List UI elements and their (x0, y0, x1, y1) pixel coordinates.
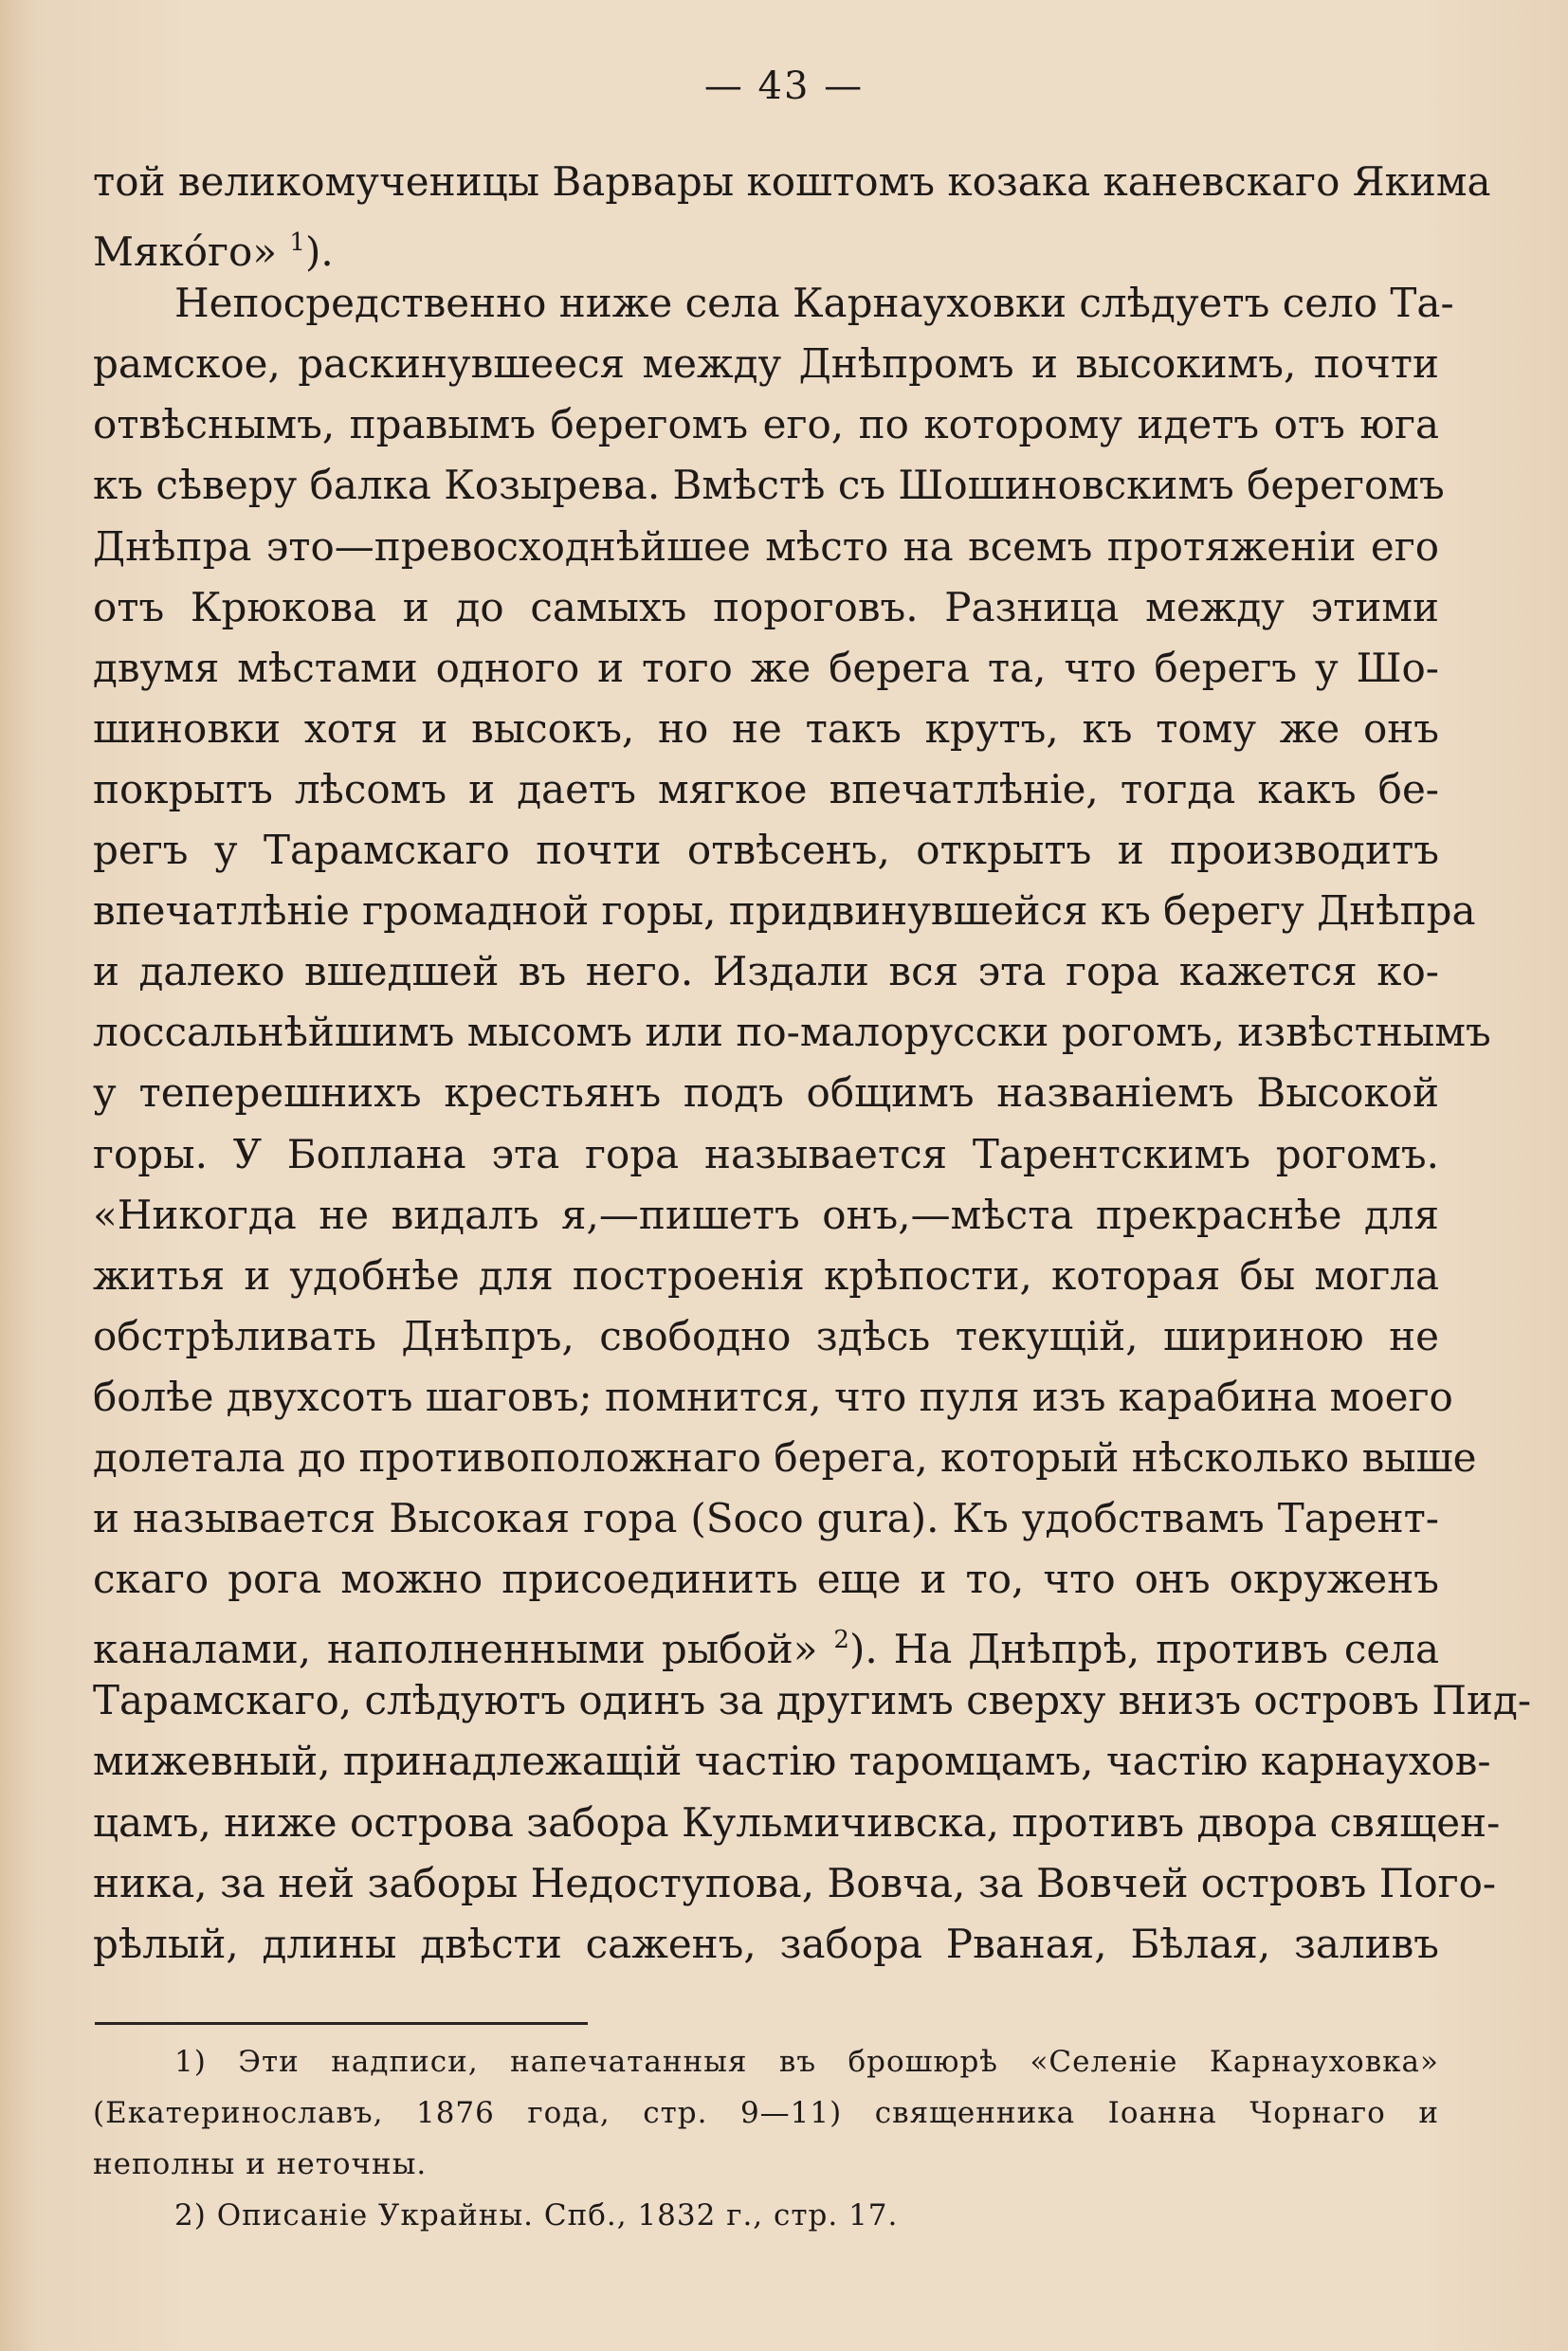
text-line: обстрѣливать Днѣпръ, свободно здѣсь текущій, шириною не (93, 1312, 1439, 1359)
text-line: долетала до противоположнаго берега, который нѣсколько выше (93, 1433, 1477, 1481)
text-line: и далеко вшедшей въ него. Издали вся эта гора кажется ко- (93, 948, 1439, 995)
text-line: ника, за ней заборы Недоступова, Вовча, за Вовчей островъ Пого- (93, 1859, 1497, 1906)
text-line: лоссальнѣйшимъ мысомъ или по-малорусски рогомъ, извѣстнымъ (93, 1009, 1491, 1056)
text-line: покрытъ лѣсомъ и даетъ мягкое впечатлѣніе, тогда какъ бе- (93, 765, 1439, 812)
text-line: Днѣпра это—превосходнѣйшее мѣсто на всемъ протяженіи его (93, 522, 1439, 570)
footnote-ref-paren: ) (304, 228, 321, 276)
text-line: мижевный, принадлежащій частію таромцамъ, частію карнаухов- (93, 1738, 1491, 1785)
text-line: скаго рога можно присоединить еще и то, что онъ окруженъ (93, 1556, 1439, 1603)
footnote-ref-paren: ) (848, 1626, 866, 1673)
text-line (93, 1610, 1439, 1673)
body-text (93, 152, 1532, 1975)
text-line: болѣе двухсотъ шаговъ; помнится, что пуля изъ карабина моего (93, 1373, 1453, 1420)
text-line: шиновки хотя и высокъ, но не такъ крутъ, къ тому же онъ (93, 704, 1439, 752)
page-number: — 43 — (703, 64, 865, 108)
text-line: «Никогда не видалъ я,—пишетъ онъ,—мѣста прекраснѣе для (93, 1191, 1439, 1238)
footnote-divider (95, 2022, 588, 2025)
text-line: отъ Крюкова и до самыхъ пороговъ. Разница между этими (93, 583, 1439, 630)
footnotes (93, 2036, 1439, 2241)
footnote-ref-1: 1 (289, 228, 305, 258)
text-line: впечатлѣніе громадной горы, придвинувшейся къ берегу Днѣпра (93, 887, 1476, 935)
footnote-2 (93, 2190, 1439, 2241)
text-line: рамское, раскинувшееся между Днѣпромъ и высокимъ, почти (93, 340, 1439, 388)
text-line: той великомученицы Варвары коштомъ козака каневскаго Якима (93, 158, 1491, 205)
text-line: Мякóго» $^1$). (93, 228, 334, 276)
footnote-1 (93, 2036, 1439, 2087)
text-line: къ сѣверу балка Козырева. Вмѣстѣ съ Шошиновскимъ берегомъ (93, 462, 1445, 509)
text-line: рѣлый, длины двѣсти саженъ, забора Рваная, Бѣлая, заливъ (93, 1920, 1439, 1967)
text-line: отвѣснымъ, правымъ берегомъ его, по которому идетъ отъ юга (93, 401, 1439, 448)
text-line: двумя мѣстами одного и того же берега та, что берегъ у Шо- (93, 644, 1439, 691)
text-line: цамъ, ниже острова забора Кульмичивска, противъ двора священ- (93, 1798, 1501, 1846)
text-segment: . На Днѣпрѣ, противъ села (865, 1626, 1439, 1673)
text-line: и называется Высокая гора (Soco gura). Къ удобствамъ Тарент- (93, 1495, 1439, 1542)
footnote-mark: 1) (174, 2045, 207, 2079)
text-line: у теперешнихъ крестьянъ подъ общимъ названіемъ Высокой (93, 1069, 1439, 1117)
text-line: житья и удобнѣе для построенія крѣпости, которая бы могла (93, 1251, 1439, 1299)
text-segment: Мякóго» (93, 228, 278, 276)
text-line: горы. У Боплана эта гора называется Тарентскимъ рогомъ. (93, 1130, 1439, 1177)
text-segment: каналами, наполненными рыбой» (93, 1626, 818, 1673)
text-line: Непосредственно ниже села Карнауховки слѣдуетъ село Та- (174, 280, 1454, 327)
text-line: Тарамскаго, слѣдуютъ одинъ за другимъ сверху внизъ островъ Пид- (93, 1677, 1532, 1724)
footnote-ref-2: 2 (833, 1626, 849, 1655)
footnote-text: Описаніе Украйны. Спб., 1832 г., стр. 17. (216, 2198, 899, 2233)
footnote-line: (Екатеринославъ, 1876 года, стр. 9—11) священника Іоанна Чорнаго и (93, 2096, 1439, 2130)
footnote-text: Эти надписи, напечатанныя въ брошюрѣ «Селеніе Карнауховка» (238, 2045, 1439, 2079)
footnote-line: неполны и неточны. (93, 2147, 428, 2181)
text-line: регъ у Тарамскаго почти отвѣсенъ, открытъ и производитъ (93, 827, 1439, 874)
footnote-mark: 2) (174, 2198, 207, 2233)
